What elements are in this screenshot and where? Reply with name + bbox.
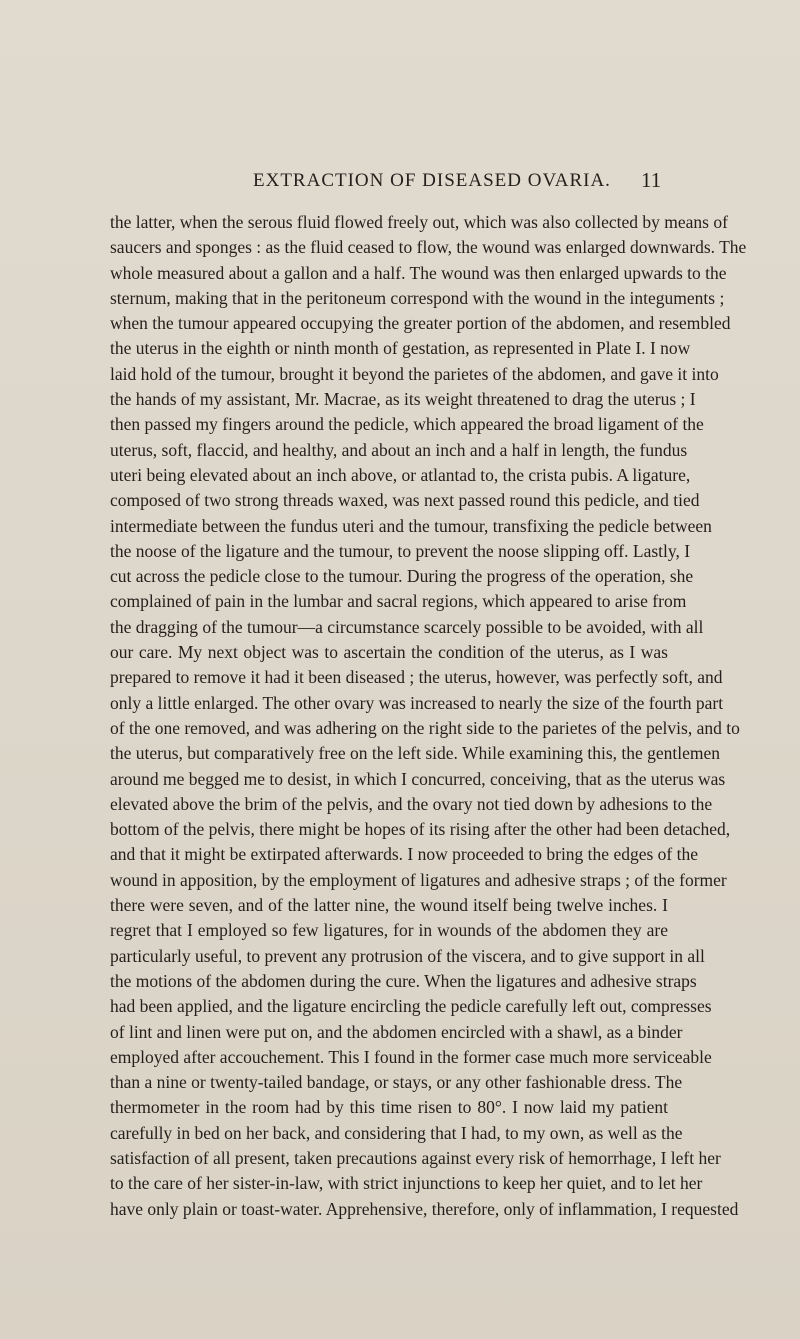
text-line: uteri being elevated about an inch above, or atlantad to, the crista pubis. A ligature, xyxy=(110,464,691,485)
text-line: whole measured about a gallon and a half. The wound was then enlarged upwards to the xyxy=(110,262,727,283)
text-line: carefully in bed on her back, and considering that I had, to my own, as well as the xyxy=(110,1122,683,1143)
text-line: of the one removed, and was adhering on the right side to the parietes of the pelvis, and to xyxy=(110,717,740,738)
text-line: had been applied, and the ligature encircling the pedicle carefully left out, compresses xyxy=(110,996,712,1017)
page-number: 11 xyxy=(641,168,662,192)
text-line: around me begged me to desist, in which I concurred, conceiving, that as the uterus was xyxy=(110,768,726,789)
text-line: to the care of her sister-in-law, with strict injunctions to keep her quiet, and to let her xyxy=(110,1173,703,1194)
text-line: saucers and sponges : as the fluid ceased to flow, the wound was enlarged downwards. The xyxy=(110,237,747,258)
text-line: laid hold of the tumour, brought it beyond the parietes of the abdomen, and gave it into xyxy=(110,363,719,384)
text-line: when the tumour appeared occupying the greater portion of the abdomen, and resembled xyxy=(110,313,731,334)
text-line: there were seven, and of the latter nine, the wound itself being twelve inches. I xyxy=(110,895,668,916)
text-line: only a little enlarged. The other ovary was increased to nearly the size of the fourth part xyxy=(110,692,724,713)
text-line: regret that I employed so few ligatures, for in wounds of the abdomen they are xyxy=(110,920,668,941)
text-line: complained of pain in the lumbar and sacral regions, which appeared to arise from xyxy=(110,591,687,612)
page-header xyxy=(0,168,800,198)
text-line: and that it might be extirpated afterwards. I now proceeded to bring the edges of the xyxy=(110,844,698,865)
text-line: wound in apposition, by the employment of ligatures and adhesive straps ; of the former xyxy=(110,869,727,890)
text-line: uterus, soft, flaccid, and healthy, and about an inch and a half in length, the fundus xyxy=(110,439,688,460)
text-line: composed of two strong threads waxed, was next passed round this pedicle, and tied xyxy=(110,490,700,511)
text-line: employed after accouchement. This I found in the former case much more serviceable xyxy=(110,1046,712,1067)
text-line: the motions of the abdomen during the cure. When the ligatures and adhesive straps xyxy=(110,970,697,991)
text-line: thermometer in the room had by this time risen to 80°. I now laid my patient xyxy=(110,1097,668,1118)
body-paragraph xyxy=(110,210,747,1222)
text-line: bottom of the pelvis, there might be hopes of its rising after the other had been detached, xyxy=(110,819,731,840)
text-line: the uterus in the eighth or ninth month of gestation, as represented in Plate I. I now xyxy=(110,338,691,359)
text-line: elevated above the brim of the pelvis, and the ovary not tied down by adhesions to the xyxy=(110,793,713,814)
running-title: EXTRACTION OF DISEASED OVARIA. xyxy=(253,170,611,191)
text-line: prepared to remove it had it been diseased ; the uterus, however, was perfectly soft, and xyxy=(110,667,723,688)
text-line: the dragging of the tumour—a circumstance scarcely possible to be avoided, with all xyxy=(110,616,704,637)
text-line: of lint and linen were put on, and the abdomen encircled with a shawl, as a binder xyxy=(110,1021,683,1042)
text-line: have only plain or toast-water. Apprehensive, therefore, only of inflammation, I requested xyxy=(110,1198,739,1219)
text-line: the uterus, but comparatively free on the left side. While examining this, the gentlemen xyxy=(110,743,721,764)
text-line: our care. My next object was to ascertain the condition of the uterus, as I was xyxy=(110,642,668,663)
text-line: particularly useful, to prevent any protrusion of the viscera, and to give support in all xyxy=(110,945,705,966)
text-line: satisfaction of all present, taken precautions against every risk of hemorrhage, I left her xyxy=(110,1147,721,1168)
text-line: cut across the pedicle close to the tumour. During the progress of the operation, she xyxy=(110,566,694,587)
text-line: intermediate between the fundus uteri and the tumour, transfixing the pedicle between xyxy=(110,515,712,536)
text-line: the hands of my assistant, Mr. Macrae, as its weight threatened to drag the uterus ; I xyxy=(110,389,696,410)
text-line: than a nine or twenty-tailed bandage, or stays, or any other fashionable dress. The xyxy=(110,1072,683,1093)
text-line: sternum, making that in the peritoneum correspond with the wound in the integuments ; xyxy=(110,287,725,308)
text-line: then passed my fingers around the pedicle, which appeared the broad ligament of the xyxy=(110,414,704,435)
text-line: the noose of the ligature and the tumour, to prevent the noose slipping off. Lastly, I xyxy=(110,540,691,561)
text-line: the latter, when the serous fluid flowed freely out, which was also collected by means of xyxy=(110,212,728,232)
